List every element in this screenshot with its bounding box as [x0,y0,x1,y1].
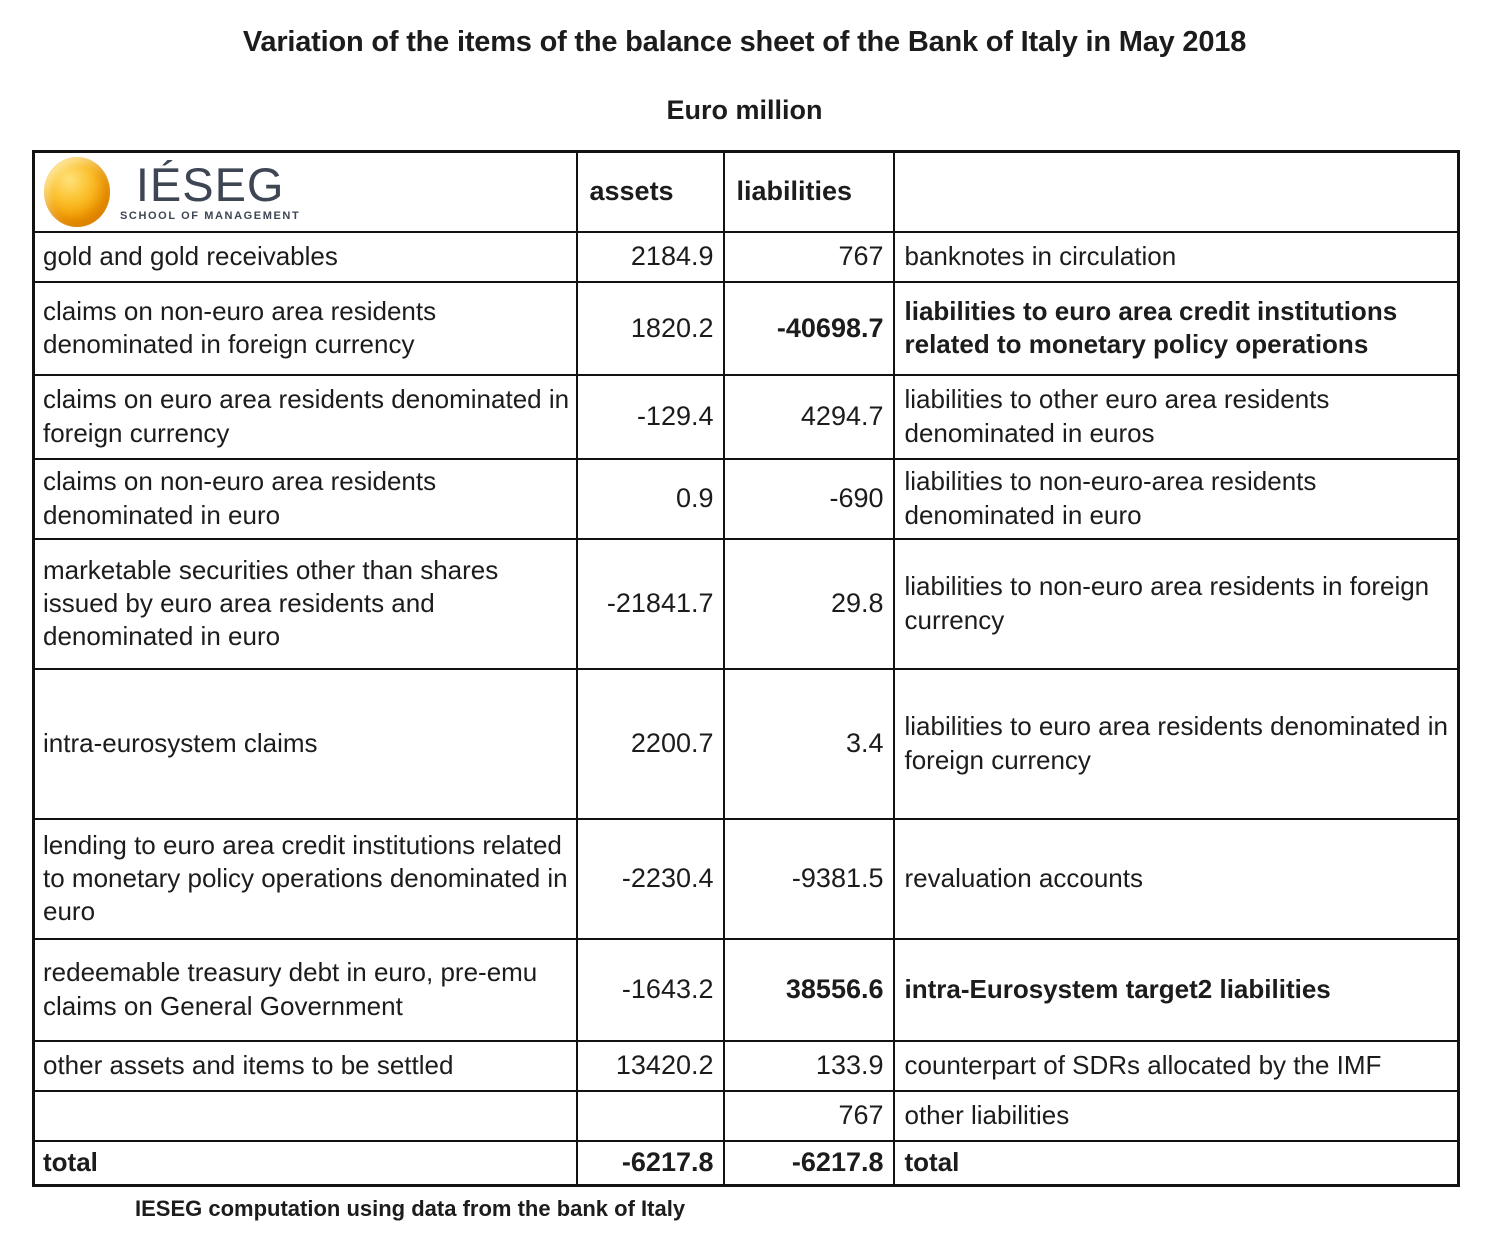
header-row [34,152,1459,232]
cell-liability-item: banknotes in circulation [894,232,1459,282]
cell-assets: -129.4 [577,375,724,459]
cell-asset-item: claims on euro area residents denominated in foreign currency [34,375,577,459]
logo-name: IÉSEG [135,158,285,212]
cell-liability-item: liabilities to non-euro-area residents denominated in euro [894,459,1459,539]
table-row [34,939,1459,1041]
table-row [34,459,1459,539]
cell-liabilities: -690 [724,459,894,539]
globe-icon [44,157,110,227]
table-row [34,1041,1459,1091]
cell-liabilities: 3.4 [724,669,894,819]
logo-text [120,158,301,223]
page-title: Variation of the items of the balance sheet of the Bank of Italy in May 2018 [242,26,1247,58]
cell-asset-item: other assets and items to be settled [34,1041,577,1091]
cell-liabilities: 38556.6 [724,939,894,1041]
cell-liability-item: other liabilities [894,1091,1459,1141]
cell-asset-item: gold and gold receivables [34,232,577,282]
cell-liability-item: counterpart of SDRs allocated by the IMF [894,1041,1459,1091]
cell-liabilities: 767 [724,1091,894,1141]
cell-liability-item: liabilities to euro area credit institutions related to monetary policy operations [894,282,1459,375]
cell-liability-item: liabilities to other euro area residents denominated in euros [894,375,1459,459]
ieseg-logo [36,157,575,227]
cell-assets: -6217.8 [577,1141,724,1186]
table-row [34,539,1459,669]
page-subtitle: Euro million [666,95,823,125]
balance-sheet-table [32,150,1460,1187]
source-note: IESEG computation using data from the bank of Italy [135,1196,686,1221]
cell-assets [577,1091,724,1141]
assets-column-header: assets [577,152,724,232]
cell-liability-item: liabilities to euro area residents denominated in foreign currency [894,669,1459,819]
logo-cell [34,152,577,232]
cell-asset-item [34,1091,577,1141]
cell-liabilities: 29.8 [724,539,894,669]
cell-asset-item: claims on non-euro area residents denominated in euro [34,459,577,539]
cell-assets: -1643.2 [577,939,724,1041]
table-row [34,232,1459,282]
table-row [34,1141,1459,1186]
cell-assets: 0.9 [577,459,724,539]
cell-assets: 1820.2 [577,282,724,375]
cell-assets: -21841.7 [577,539,724,669]
cell-assets: 2200.7 [577,669,724,819]
cell-liability-item: revaluation accounts [894,819,1459,939]
table-row [34,282,1459,375]
table-row [34,819,1459,939]
cell-asset-item: lending to euro area credit institutions related to monetary policy operations denominated in euro [34,819,577,939]
cell-asset-item: claims on non-euro area residents denominated in foreign currency [34,282,577,375]
cell-asset-item: intra-eurosystem claims [34,669,577,819]
cell-liabilities: 133.9 [724,1041,894,1091]
cell-liability-item: total [894,1141,1459,1186]
cell-liabilities: 767 [724,232,894,282]
cell-assets: -2230.4 [577,819,724,939]
table-row [34,1091,1459,1141]
cell-assets: 2184.9 [577,232,724,282]
logo-subtitle: SCHOOL OF MANAGEMENT [120,210,301,223]
cell-liabilities: -6217.8 [724,1141,894,1186]
corner-cell [894,152,1459,232]
cell-liability-item: intra-Eurosystem target2 liabilities [894,939,1459,1041]
cell-asset-item: marketable securities other than shares issued by euro area residents and denominated in euro [34,539,577,669]
cell-liabilities: -9381.5 [724,819,894,939]
cell-assets: 13420.2 [577,1041,724,1091]
cell-liability-item: liabilities to non-euro area residents in foreign currency [894,539,1459,669]
liabilities-column-header: liabilities [724,152,894,232]
cell-asset-item: redeemable treasury debt in euro, pre-emu claims on General Government [34,939,577,1041]
cell-liabilities: -40698.7 [724,282,894,375]
cell-asset-item: total [34,1141,577,1186]
cell-liabilities: 4294.7 [724,375,894,459]
header-block [32,0,1457,126]
table-row [34,375,1459,459]
table-row [34,669,1459,819]
